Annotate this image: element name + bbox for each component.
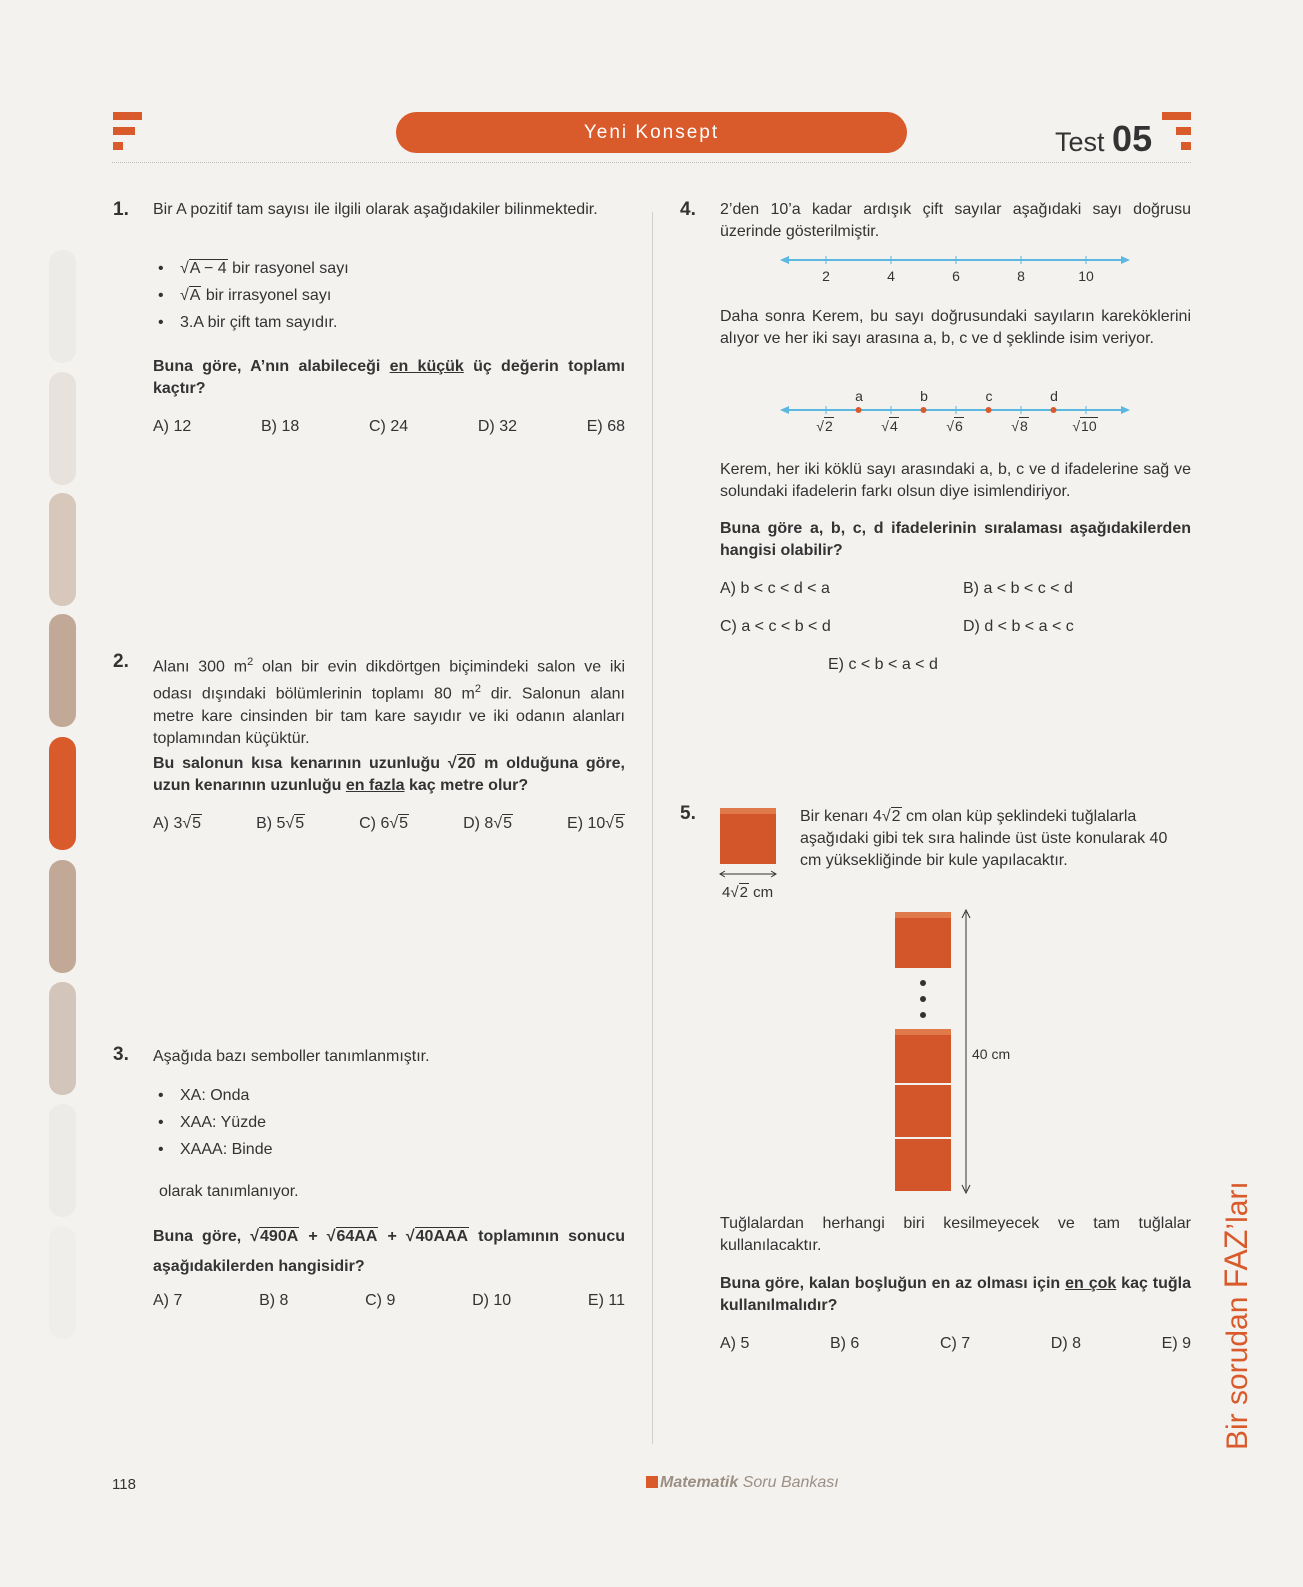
option-c[interactable]: C) 7 — [939, 1335, 971, 1352]
option-a[interactable]: A) 5 — [720, 1335, 750, 1352]
option-e[interactable]: E) 11 — [587, 1292, 625, 1309]
section-title: Yeni Konsept — [396, 112, 907, 153]
option-b[interactable]: B) 6 — [829, 1335, 860, 1352]
point-d — [1051, 407, 1057, 413]
paragraph: Daha sonra Kerem, bu sayı doğrusundaki sayıların kareköklerini alıyor ve her iki sayı arasına a, b, c ve d şeklinde isim veriyor. — [720, 308, 1191, 347]
question-number: 4. — [680, 199, 696, 220]
tick-label: 6 — [952, 268, 960, 284]
point-label: d — [1050, 388, 1058, 404]
tick-label: 10 — [1078, 268, 1094, 284]
option-c[interactable]: C) 9 — [365, 1292, 396, 1309]
bullet-item: • XAA: Yüzde — [158, 1114, 266, 1131]
paragraph: Kerem, her iki köklü sayı arasındaki a, b, c ve d ifadelerine sağ ve solundaki ifadelerin farkı olsun diye isimlendiriyor. — [720, 461, 1191, 500]
bullet-item: • √A bir irrasyonel sayı — [158, 287, 332, 304]
option-b[interactable]: B) a < b < c < d — [963, 580, 1073, 597]
brick-tower-figure — [890, 908, 980, 1196]
option-b[interactable]: B) 8 — [259, 1292, 289, 1309]
question-number: 2. — [113, 651, 129, 672]
option-a[interactable]: A) 7 — [153, 1292, 183, 1309]
question-prompt: Buna göre, A’nın alabileceği en küçük üç değerin toplamı kaçtır? — [153, 358, 626, 397]
question-prompt: Bu salonun kısa kenarının uzunluğu √20 m olduğuna göre, uzun kenarının uzunluğu en fazla kaç metre olur? — [153, 755, 625, 794]
bullet-item: • XA: Onda — [158, 1087, 250, 1104]
tower-height-label: 40 cm — [972, 1046, 1011, 1062]
option-d[interactable]: D) 32 — [477, 418, 517, 435]
point-label: a — [855, 388, 863, 404]
bullet-item: • √A − 4 bir rasyonel sayı — [158, 260, 349, 277]
point-label: c — [985, 388, 993, 404]
point-a — [856, 407, 862, 413]
answer-options — [153, 1292, 625, 1310]
question-intro: Bir A pozitif tam sayısı ile ilgili olarak aşağıdakiler bilinmektedir. — [153, 201, 598, 218]
question-prompt: Buna göre, kalan boşluğun en az olması için en çok kaç tuğla kullanılmalıdır? — [720, 1275, 1191, 1314]
tick-label: √10 — [1072, 418, 1097, 434]
option-a[interactable]: A) 12 — [153, 418, 192, 435]
header-divider — [112, 162, 1191, 163]
single-brick-figure — [718, 806, 780, 880]
point-c — [986, 407, 992, 413]
question-prompt: Buna göre, √490A + √64AA + √40AAA toplamının sonucu aşağıdakilerden hangisidir? — [153, 1228, 625, 1275]
option-e[interactable]: E) 68 — [586, 418, 625, 435]
question-intro: 2’den 10’a kadar ardışık çift sayılar aşağıdaki sayı doğrusu üzerinde gösterilmiştir. — [720, 201, 1191, 240]
answer-options — [153, 815, 625, 833]
tick-label: √4 — [881, 418, 898, 434]
bullet-item: • 3.A bir çift tam sayıdır. — [158, 314, 338, 331]
tick-label: √2 — [816, 418, 833, 434]
footer-square-icon — [646, 1476, 658, 1488]
tick-label: √8 — [1011, 418, 1028, 434]
question-intro: Alanı 300 $m^2$ olan bir evin dikdörtgen biçimindeki salon ve iki odası dışındaki bölümlerinin toplamı 80 $m^2$ dir. Salonun alanı metre kare cinsinden bir tam kare sayıdır ve iki odanın alanları toplamından küçüktür. — [153, 656, 626, 747]
option-d[interactable]: D) 10 — [472, 1292, 512, 1309]
point-label: b — [920, 388, 928, 404]
option-b[interactable]: B) 18 — [261, 418, 300, 435]
option-c[interactable]: C) 24 — [369, 418, 409, 435]
page-number: 118 — [112, 1476, 136, 1493]
option-c[interactable]: C) a < c < b < d — [720, 618, 831, 635]
tick-label: √6 — [946, 418, 963, 434]
side-title: Bir sorudan FAZ’ları — [1218, 1181, 1254, 1450]
answer-options — [720, 1335, 1191, 1353]
test-number: Test 05 — [1055, 118, 1153, 159]
option-d[interactable]: D) 8√5 — [463, 815, 512, 832]
question-note: Tuğlalardan herhangi biri kesilmeyecek ve tam tuğlalar kullanılacaktır. — [720, 1215, 1191, 1254]
option-e[interactable]: E) 9 — [1161, 1335, 1191, 1352]
answer-options — [153, 418, 625, 436]
option-c[interactable]: C) 6√5 — [359, 815, 409, 832]
tick-label: 2 — [822, 268, 830, 284]
option-b[interactable]: B) 5√5 — [256, 815, 305, 832]
question-prompt: Buna göre a, b, c, d ifadelerinin sıralaması aşağıdakilerden hangisi olabilir? — [720, 520, 1191, 559]
option-a[interactable]: A) 3√5 — [153, 815, 202, 832]
point-b — [921, 407, 927, 413]
option-d[interactable]: D) d < b < a < c — [963, 618, 1074, 635]
option-e[interactable]: E) c < b < a < d — [828, 656, 938, 673]
question-intro: Aşağıda bazı semboller tanımlanmıştır. — [153, 1048, 430, 1065]
book-title: Matematik Soru Bankası — [660, 1474, 839, 1491]
option-a[interactable]: A) b < c < d < a — [720, 580, 830, 597]
option-d[interactable]: D) 8 — [1050, 1335, 1082, 1352]
question-intro: Bir kenarı 4√2 cm olan küp şeklindeki tuğlalarla aşağıdaki gibi tek sıra halinde üst üste konularak 40 cm yüksekliğinde bir kule yapılacaktır. — [800, 808, 1168, 869]
bullet-item: • XAAA: Binde — [158, 1141, 273, 1158]
column-divider — [652, 212, 653, 1444]
tick-label: 4 — [887, 268, 895, 284]
option-e[interactable]: E) 10√5 — [567, 815, 624, 832]
question-number: 3. — [113, 1044, 129, 1065]
definition-note: olarak tanımlanıyor. — [159, 1183, 299, 1200]
brick-size-label: 4√2 cm — [722, 884, 774, 901]
question-number: 5. — [680, 803, 696, 824]
tick-label: 8 — [1017, 268, 1025, 284]
question-number: 1. — [113, 199, 129, 220]
